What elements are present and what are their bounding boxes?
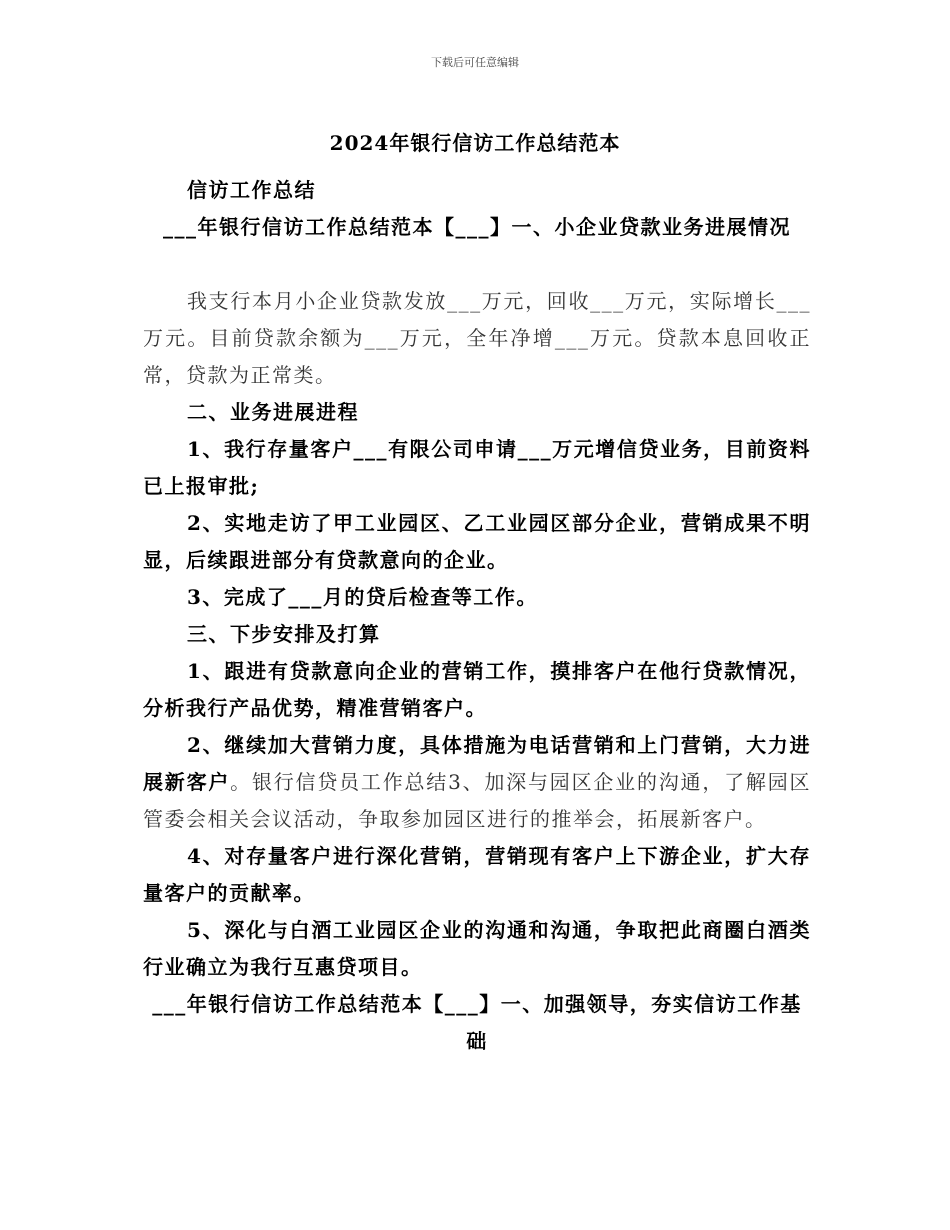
document-title: 2024年银行信访工作总结范本 bbox=[329, 131, 621, 155]
subheading-progress: 二、业务进展进程 bbox=[187, 400, 359, 424]
section-label: 信访工作总结 bbox=[187, 178, 316, 202]
progress-item-3: 3、完成了___月的贷后检查等工作。 bbox=[187, 585, 538, 609]
section-heading-2: ___年银行信访工作总结范本【___】一、加强领导，夯实信访工作基础 bbox=[152, 992, 802, 1053]
plan-item-1: 1、跟进有贷款意向企业的营销工作，摸排客户在他行贷款情况，分析我行产品优势，精准营销客户。 bbox=[143, 659, 811, 720]
section-heading-1: ___年银行信访工作总结范本【___】一、小企业贷款业务进展情况 bbox=[163, 215, 791, 239]
plan-item-2-3 bbox=[143, 727, 811, 838]
header-note: 下载后可任意编辑 bbox=[431, 56, 519, 69]
loan-summary-paragraph: 我支行本月小企业贷款发放___万元，回收___万元，实际增长___万元。目前贷款余额为___万元，全年净增___万元。贷款本息回收正常，贷款为正常类。 bbox=[143, 289, 811, 387]
progress-item-1: 1、我行存量客户___有限公司申请___万元增信贷业务，目前资料已上报审批; bbox=[143, 437, 811, 498]
plan-item-5: 5、深化与白酒工业园区企业的沟通和沟通，争取把此商圈白酒类行业确立为我行互惠贷项目。 bbox=[143, 918, 811, 979]
plan-item-4: 4、对存量客户进行深化营销，营销现有客户上下游企业，扩大存量客户的贡献率。 bbox=[143, 844, 811, 905]
progress-item-2: 2、实地走访了甲工业园区、乙工业园区部分企业，营销成果不明显，后续跟进部分有贷款意向的企业。 bbox=[143, 511, 811, 572]
plan-item-2-bold-text: 2、继续加大营销力度，具体措施为电话营销和上门营销，大力进展新客户 bbox=[143, 733, 811, 794]
subheading-plan: 三、下步安排及打算 bbox=[187, 622, 381, 646]
plan-item-3-text: 。银行信贷员工作总结3、加深与园区企业的沟通，了解园区管委会相关会议活动，争取参加园区进行的推举会，拓展新客户。 bbox=[143, 770, 811, 831]
